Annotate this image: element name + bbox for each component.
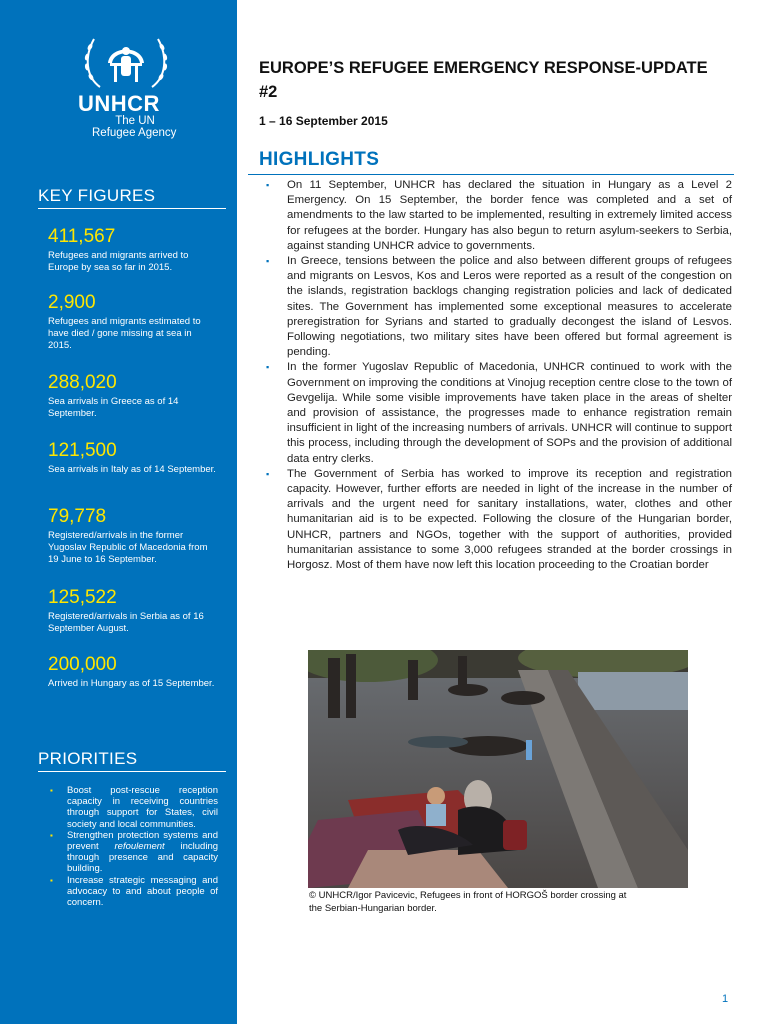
key-figure	[48, 226, 218, 274]
highlights-heading: HIGHLIGHTS	[259, 149, 380, 170]
priority-text: Increase strategic messaging and advocacy to and about people of concern.	[67, 874, 218, 909]
key-figure-desc: Arrived in Hungary as of 15 September.	[48, 678, 215, 689]
key-figure-number: 125,522	[48, 587, 117, 608]
key-figure-desc: Refugees and migrants arrived to Europe by sea so far in 2015.	[48, 250, 189, 273]
priority-text: Boost post-rescue reception capacity in receiving countries through support for States, civil society and local communities.	[67, 785, 218, 830]
priority-text-italic: refoulement	[114, 841, 165, 853]
key-figure	[48, 587, 218, 635]
key-figure-desc: Registered/arrivals in Serbia as of 16 September August.	[48, 611, 204, 634]
photo-caption-line1: © UNHCR/Igor Pavicevic, Refugees in front of HORGOŠ border crossing at	[309, 890, 627, 901]
report-date: 1 – 16 September 2015	[259, 114, 388, 128]
logo-subtitle	[92, 115, 177, 139]
key-figure	[48, 440, 218, 476]
key-figure-desc: Sea arrivals in Italy as of 14 September.	[48, 464, 216, 475]
priority-text: Strengthen protection systems and prevent	[67, 829, 218, 853]
key-figure	[48, 506, 218, 566]
priorities-rule	[38, 771, 226, 772]
photo-caption-line2: the Serbian-Hungarian border.	[309, 902, 437, 914]
key-figure	[48, 372, 218, 420]
priority-item	[50, 875, 218, 909]
key-figure-desc: Refugees and migrants estimated to have died / gone missing at sea in 2015.	[48, 316, 201, 351]
priorities-heading: PRIORITIES	[38, 749, 138, 768]
key-figure	[48, 292, 218, 352]
priority-text: including through presence and capacity building.	[67, 841, 219, 875]
key-figure-number: 121,500	[48, 440, 117, 461]
page-number: 1	[722, 993, 729, 1005]
key-figure-number: 200,000	[48, 654, 117, 675]
page-title: EUROPE’S REFUGEE EMERGENCY RESPONSE-UPDATE #2	[259, 59, 708, 101]
highlight-item: ▪ In Greece, tensions between the police and also between different groups of refugees and migrants on Lesvos, Kos and Leros were reported as a result of the congestion on the islands, registration backlogs changing registration policies and lack of dedicated sites. The Government has implemented some exceptional measures to accelerate preregistration for Syrians and started to gradually decongest the island of Lesvos. Following negotiations, two military sites have been offered but formal agreement is pending.	[266, 254, 732, 360]
key-figure-number: 79,778	[48, 506, 107, 527]
key-figures-heading: KEY FIGURES	[38, 186, 156, 205]
key-figures-rule	[38, 208, 226, 209]
key-figure-number: 288,020	[48, 372, 117, 393]
priority-item	[50, 830, 218, 875]
logo-subtitle-line2: Refugee Agency	[92, 127, 177, 139]
refugees-photo	[308, 650, 688, 888]
logo-wordmark: UNHCR	[78, 91, 160, 116]
highlight-item: ▪ The Government of Serbia has worked to improve its reception and registration capacity. However, further efforts are needed in light of the increase in the number of arrivals and the urgent need for sanitary installations, water, clothes and other humanitarian aid is to be expected. Following the closure of the Hungarian border, UNHCR, partners and NGOs, together with the support of authorities, provided humanitarian assistance to some 3,000 refugees stranded at the border crossings in Horgosz. Most of them have now left this location proceeding to the Croatian border	[266, 467, 732, 573]
unhcr-emblem-icon	[78, 33, 174, 91]
key-figure	[48, 654, 218, 690]
key-figure-number: 2,900	[48, 292, 96, 313]
highlights-list	[266, 178, 732, 573]
photo-caption	[309, 890, 689, 915]
highlight-item: ▪ In the former Yugoslav Republic of Macedonia, UNHCR continued to work with the Government on improving the conditions at Vinojug reception centre close to the town of Gevgelija. While some visible improvements have taken place in the areas of shelter and provision of assistance, the progresses made to enhance registration remain insufficient in light of the increasing numbers of arrivals. UNHCR will continue to support this process, including through the development of SOPs and the provision of additional data entry clerks.	[266, 360, 732, 466]
key-figure-desc: Sea arrivals in Greece as of 14 September.	[48, 396, 179, 419]
key-figure-number: 411,567	[48, 226, 116, 247]
highlights-rule	[248, 174, 734, 175]
key-figure-desc: Registered/arrivals in the former Yugoslav Republic of Macedonia from 19 June to 16 September.	[48, 530, 208, 565]
sidebar	[0, 0, 237, 1024]
priorities-list	[50, 785, 218, 908]
priority-item	[50, 785, 218, 830]
logo-subtitle-line1: The UN	[115, 115, 155, 127]
highlight-item: ▪ On 11 September, UNHCR has declared the situation in Hungary as a Level 2 Emergency. On 15 September, the border fence was completed and a set of amendments to the law started to be implemented, resulting in extremely limited access for refugees at the border. Hungary has also begun to return asylum-seekers to Serbia, against standing UNHCR advice to governments.	[266, 178, 732, 254]
